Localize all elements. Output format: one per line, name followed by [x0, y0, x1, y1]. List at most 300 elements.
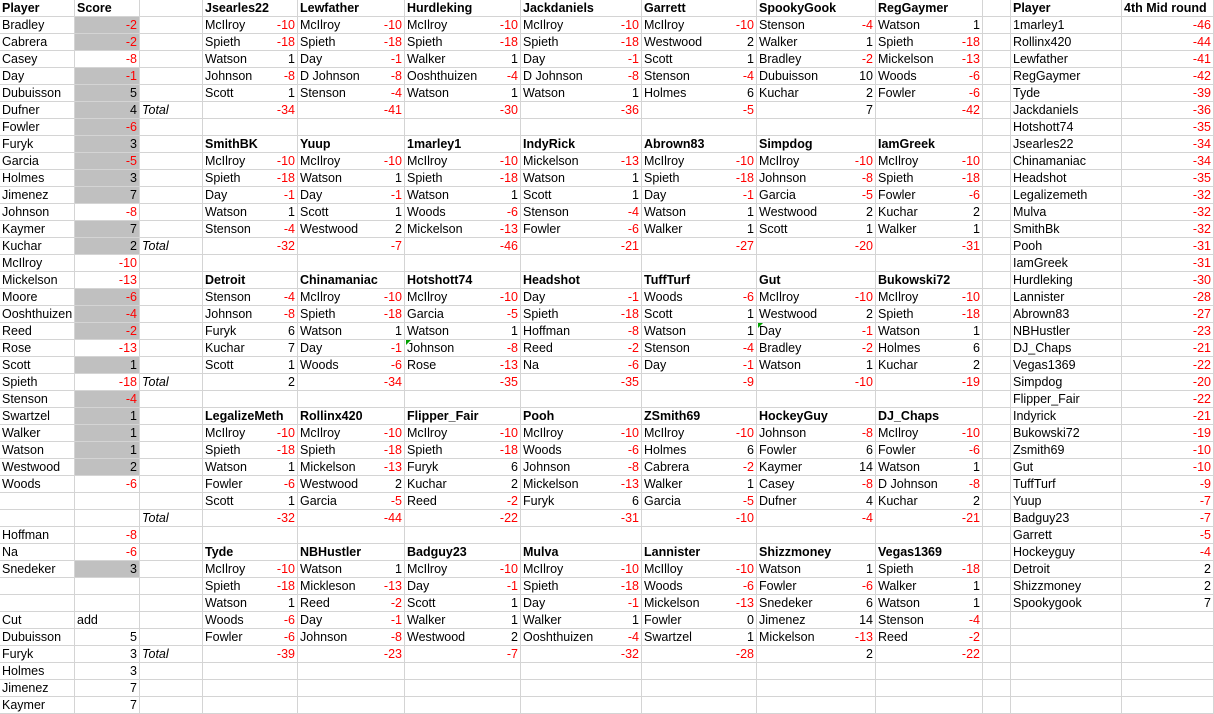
team-name[interactable]: TuffTurf [642, 272, 757, 289]
pick-row[interactable] [405, 68, 521, 85]
player-name[interactable] [0, 510, 75, 527]
player-name[interactable]: Holmes [0, 170, 75, 187]
empty-cell[interactable] [405, 527, 521, 544]
player-score[interactable]: -6 [75, 289, 140, 306]
header-score[interactable]: Score [75, 0, 140, 17]
player-score[interactable]: 5 [75, 85, 140, 102]
pick-row[interactable] [298, 340, 405, 357]
empty-cell[interactable] [1122, 646, 1214, 663]
player-name[interactable]: Casey [0, 51, 75, 68]
player-score[interactable]: 7 [75, 221, 140, 238]
standings-player[interactable]: Yuup [1011, 493, 1122, 510]
pick-row[interactable] [757, 306, 876, 323]
team-name[interactable]: Headshot [521, 272, 642, 289]
pick-row[interactable] [203, 340, 298, 357]
empty-cell[interactable] [1011, 612, 1122, 629]
standings-player[interactable]: Jackdaniels [1011, 102, 1122, 119]
team-total[interactable]: -19 [876, 374, 983, 391]
standings-score[interactable]: -32 [1122, 204, 1214, 221]
cut-player-score[interactable]: 5 [75, 629, 140, 646]
empty-cell[interactable] [983, 442, 1011, 459]
player-name[interactable]: Hoffman [0, 527, 75, 544]
player-name[interactable]: Jimenez [0, 187, 75, 204]
team-name[interactable]: Yuup [298, 136, 405, 153]
pick-row[interactable] [521, 476, 642, 493]
pick-row[interactable] [521, 17, 642, 34]
standings-player[interactable]: Flipper_Fair [1011, 391, 1122, 408]
empty-cell[interactable] [983, 493, 1011, 510]
empty-cell[interactable] [757, 697, 876, 714]
player-name[interactable]: Furyk [0, 136, 75, 153]
team-name[interactable]: Bukowski72 [876, 272, 983, 289]
empty-cell[interactable] [405, 391, 521, 408]
pick-row[interactable] [642, 612, 757, 629]
pick-row[interactable] [298, 85, 405, 102]
total-label[interactable]: Total [140, 374, 203, 391]
player-name[interactable]: Watson [0, 442, 75, 459]
pick-row[interactable] [203, 170, 298, 187]
team-name[interactable]: Hotshott74 [405, 272, 521, 289]
empty-cell[interactable] [983, 255, 1011, 272]
pick-row[interactable] [876, 34, 983, 51]
empty-cell[interactable] [298, 391, 405, 408]
standings-score[interactable]: 2 [1122, 578, 1214, 595]
empty-cell[interactable] [140, 578, 203, 595]
pick-row[interactable] [203, 289, 298, 306]
player-name[interactable] [0, 493, 75, 510]
empty-cell[interactable] [983, 391, 1011, 408]
team-name[interactable]: HockeyGuy [757, 408, 876, 425]
pick-row[interactable] [642, 187, 757, 204]
pick-row[interactable] [876, 442, 983, 459]
empty-cell[interactable] [983, 357, 1011, 374]
empty-cell[interactable] [757, 255, 876, 272]
pick-row[interactable] [405, 612, 521, 629]
empty-cell[interactable] [140, 221, 203, 238]
team-name[interactable]: 1marley1 [405, 136, 521, 153]
pick-row[interactable] [298, 561, 405, 578]
pick-row[interactable] [298, 187, 405, 204]
pick-row[interactable] [757, 204, 876, 221]
empty-cell[interactable] [521, 663, 642, 680]
pick-row[interactable] [203, 306, 298, 323]
empty-cell[interactable] [983, 578, 1011, 595]
pick-row[interactable] [876, 340, 983, 357]
team-total[interactable]: -32 [203, 238, 298, 255]
empty-cell[interactable] [983, 272, 1011, 289]
player-name[interactable]: Spieth [0, 374, 75, 391]
pick-row[interactable] [203, 476, 298, 493]
empty-cell[interactable] [757, 680, 876, 697]
pick-row[interactable] [203, 629, 298, 646]
team-name[interactable]: Badguy23 [405, 544, 521, 561]
empty-cell[interactable] [140, 255, 203, 272]
empty-cell[interactable] [1122, 629, 1214, 646]
empty-cell[interactable] [140, 442, 203, 459]
pick-row[interactable] [757, 51, 876, 68]
pick-row[interactable] [757, 323, 876, 340]
player-score[interactable]: 2 [75, 238, 140, 255]
player-name[interactable]: Fowler [0, 119, 75, 136]
pick-row[interactable] [876, 425, 983, 442]
player-score[interactable] [75, 493, 140, 510]
pick-row[interactable] [203, 595, 298, 612]
pick-row[interactable] [757, 170, 876, 187]
empty-cell[interactable] [757, 391, 876, 408]
standings-player[interactable]: 1marley1 [1011, 17, 1122, 34]
team-name[interactable]: Simpdog [757, 136, 876, 153]
standings-player[interactable]: Pooh [1011, 238, 1122, 255]
pick-row[interactable] [757, 561, 876, 578]
pick-row[interactable] [405, 561, 521, 578]
pick-row[interactable] [521, 459, 642, 476]
empty-cell[interactable] [203, 527, 298, 544]
empty-cell[interactable] [1011, 646, 1122, 663]
empty-cell[interactable] [757, 119, 876, 136]
pick-row[interactable] [521, 357, 642, 374]
team-total[interactable]: -5 [642, 102, 757, 119]
empty-cell[interactable] [1011, 663, 1122, 680]
pick-row[interactable] [298, 68, 405, 85]
pick-row[interactable] [642, 85, 757, 102]
player-name[interactable]: Cabrera [0, 34, 75, 51]
standings-score[interactable]: -39 [1122, 85, 1214, 102]
player-name[interactable]: Moore [0, 289, 75, 306]
player-name[interactable]: Rose [0, 340, 75, 357]
pick-row[interactable] [405, 51, 521, 68]
empty-cell[interactable] [642, 680, 757, 697]
empty-cell[interactable] [521, 680, 642, 697]
team-total[interactable]: -7 [405, 646, 521, 663]
pick-row[interactable] [405, 323, 521, 340]
pick-row[interactable] [876, 153, 983, 170]
empty-cell[interactable] [405, 119, 521, 136]
pick-row[interactable] [298, 425, 405, 442]
player-name[interactable]: Reed [0, 323, 75, 340]
empty-cell[interactable] [642, 663, 757, 680]
team-name[interactable]: SpookyGook [757, 0, 876, 17]
pick-row[interactable] [203, 442, 298, 459]
comment-indicator-icon[interactable] [758, 323, 763, 328]
pick-row[interactable] [757, 85, 876, 102]
team-total[interactable]: -34 [298, 374, 405, 391]
team-total[interactable]: -20 [757, 238, 876, 255]
pick-row[interactable] [203, 68, 298, 85]
empty-cell[interactable] [983, 680, 1011, 697]
pick-row[interactable] [203, 17, 298, 34]
pick-row[interactable] [405, 153, 521, 170]
empty-cell[interactable] [140, 527, 203, 544]
pick-row[interactable] [521, 187, 642, 204]
empty-cell[interactable] [983, 527, 1011, 544]
empty-cell[interactable] [405, 255, 521, 272]
player-score[interactable]: 3 [75, 170, 140, 187]
cut-player-name[interactable]: Furyk [0, 646, 75, 663]
empty-cell[interactable] [75, 578, 140, 595]
empty-cell[interactable] [983, 119, 1011, 136]
empty-cell[interactable] [140, 85, 203, 102]
pick-row[interactable] [203, 153, 298, 170]
player-score[interactable]: -8 [75, 51, 140, 68]
team-name[interactable]: Hurdleking [405, 0, 521, 17]
empty-cell[interactable] [1122, 612, 1214, 629]
pick-row[interactable] [298, 221, 405, 238]
pick-row[interactable] [298, 476, 405, 493]
team-name[interactable]: IndyRick [521, 136, 642, 153]
pick-row[interactable] [876, 578, 983, 595]
standings-player[interactable]: Hotshott74 [1011, 119, 1122, 136]
team-name[interactable]: DJ_Chaps [876, 408, 983, 425]
empty-cell[interactable] [298, 527, 405, 544]
pick-row[interactable] [203, 51, 298, 68]
empty-cell[interactable] [1011, 629, 1122, 646]
player-name[interactable]: Westwood [0, 459, 75, 476]
player-score[interactable]: -1 [75, 68, 140, 85]
pick-row[interactable] [876, 493, 983, 510]
player-name[interactable]: Kuchar [0, 238, 75, 255]
standings-score[interactable]: -41 [1122, 51, 1214, 68]
team-name[interactable]: IamGreek [876, 136, 983, 153]
empty-cell[interactable] [140, 289, 203, 306]
empty-cell[interactable] [642, 697, 757, 714]
empty-cell[interactable] [140, 629, 203, 646]
pick-row[interactable] [642, 17, 757, 34]
empty-cell[interactable] [203, 255, 298, 272]
standings-score[interactable]: -10 [1122, 459, 1214, 476]
player-score[interactable]: -4 [75, 391, 140, 408]
team-name[interactable]: Pooh [521, 408, 642, 425]
team-total[interactable]: -35 [521, 374, 642, 391]
pick-row[interactable] [405, 340, 521, 357]
pick-row[interactable] [876, 476, 983, 493]
pick-row[interactable] [521, 85, 642, 102]
pick-row[interactable] [298, 612, 405, 629]
standings-score[interactable]: -32 [1122, 221, 1214, 238]
team-name[interactable]: LegalizeMeth [203, 408, 298, 425]
pick-row[interactable] [876, 85, 983, 102]
pick-row[interactable] [405, 85, 521, 102]
pick-row[interactable] [642, 34, 757, 51]
pick-row[interactable] [876, 204, 983, 221]
standings-player[interactable]: DJ_Chaps [1011, 340, 1122, 357]
pick-row[interactable] [642, 629, 757, 646]
standings-player[interactable]: Detroit [1011, 561, 1122, 578]
player-name[interactable]: Swartzel [0, 408, 75, 425]
pick-row[interactable] [298, 323, 405, 340]
player-name[interactable]: Garcia [0, 153, 75, 170]
pick-row[interactable] [757, 476, 876, 493]
pick-row[interactable] [757, 357, 876, 374]
standings-player[interactable]: Legalizemeth [1011, 187, 1122, 204]
empty-cell[interactable] [140, 544, 203, 561]
standings-player[interactable]: Lewfather [1011, 51, 1122, 68]
standings-score[interactable]: -5 [1122, 527, 1214, 544]
pick-row[interactable] [298, 357, 405, 374]
pick-row[interactable] [876, 17, 983, 34]
player-name[interactable]: Na [0, 544, 75, 561]
pick-row[interactable] [642, 476, 757, 493]
empty-cell[interactable] [983, 0, 1011, 17]
pick-row[interactable] [298, 306, 405, 323]
empty-cell[interactable] [298, 680, 405, 697]
player-score[interactable] [75, 510, 140, 527]
team-total[interactable]: 2 [203, 374, 298, 391]
player-score[interactable]: -5 [75, 153, 140, 170]
empty-cell[interactable] [203, 680, 298, 697]
pick-row[interactable] [642, 306, 757, 323]
standings-player[interactable]: Indyrick [1011, 408, 1122, 425]
empty-cell[interactable] [642, 391, 757, 408]
player-score[interactable]: 2 [75, 459, 140, 476]
pick-row[interactable] [405, 221, 521, 238]
standings-player[interactable]: Vegas1369 [1011, 357, 1122, 374]
cut-player-name[interactable]: Jimenez [0, 680, 75, 697]
empty-cell[interactable] [1011, 697, 1122, 714]
empty-cell[interactable] [521, 119, 642, 136]
pick-row[interactable] [203, 561, 298, 578]
team-total[interactable]: -44 [298, 510, 405, 527]
team-total[interactable]: -36 [521, 102, 642, 119]
empty-cell[interactable] [876, 663, 983, 680]
player-score[interactable]: -18 [75, 374, 140, 391]
empty-cell[interactable] [140, 595, 203, 612]
player-score[interactable]: 4 [75, 102, 140, 119]
pick-row[interactable] [405, 289, 521, 306]
standings-player[interactable]: SmithBk [1011, 221, 1122, 238]
player-score[interactable]: -2 [75, 34, 140, 51]
empty-cell[interactable] [521, 255, 642, 272]
empty-cell[interactable] [140, 323, 203, 340]
team-name[interactable]: Rollinx420 [298, 408, 405, 425]
pick-row[interactable] [298, 204, 405, 221]
pick-row[interactable] [757, 153, 876, 170]
empty-cell[interactable] [140, 561, 203, 578]
empty-cell[interactable] [757, 527, 876, 544]
team-name[interactable]: Shizzmoney [757, 544, 876, 561]
empty-cell[interactable] [140, 0, 203, 17]
team-total[interactable]: -30 [405, 102, 521, 119]
player-score[interactable]: -6 [75, 544, 140, 561]
team-name[interactable]: Lewfather [298, 0, 405, 17]
pick-row[interactable] [642, 340, 757, 357]
empty-cell[interactable] [1122, 697, 1214, 714]
standings-score[interactable]: -19 [1122, 425, 1214, 442]
pick-row[interactable] [876, 459, 983, 476]
team-total[interactable]: -31 [521, 510, 642, 527]
team-total[interactable]: -28 [642, 646, 757, 663]
team-name[interactable]: Garrett [642, 0, 757, 17]
empty-cell[interactable] [1122, 663, 1214, 680]
player-score[interactable]: 3 [75, 136, 140, 153]
team-name[interactable]: Lannister [642, 544, 757, 561]
pick-row[interactable] [642, 357, 757, 374]
empty-cell[interactable] [521, 697, 642, 714]
empty-cell[interactable] [876, 527, 983, 544]
team-total[interactable]: -10 [642, 510, 757, 527]
pick-row[interactable] [298, 459, 405, 476]
pick-row[interactable] [203, 204, 298, 221]
pick-row[interactable] [203, 459, 298, 476]
pick-row[interactable] [298, 170, 405, 187]
player-name[interactable]: Woods [0, 476, 75, 493]
pick-row[interactable] [757, 459, 876, 476]
empty-cell[interactable] [140, 680, 203, 697]
standings-score[interactable]: -28 [1122, 289, 1214, 306]
empty-cell[interactable] [983, 34, 1011, 51]
empty-cell[interactable] [983, 68, 1011, 85]
standings-score[interactable]: -10 [1122, 442, 1214, 459]
empty-cell[interactable] [140, 663, 203, 680]
pick-row[interactable] [521, 629, 642, 646]
pick-row[interactable] [405, 493, 521, 510]
standings-player[interactable]: Tyde [1011, 85, 1122, 102]
cut-add-label[interactable]: add [75, 612, 140, 629]
pick-row[interactable] [521, 612, 642, 629]
empty-cell[interactable] [140, 425, 203, 442]
empty-cell[interactable] [983, 85, 1011, 102]
empty-cell[interactable] [140, 68, 203, 85]
team-total[interactable]: 7 [757, 102, 876, 119]
team-total[interactable]: -9 [642, 374, 757, 391]
pick-row[interactable] [521, 221, 642, 238]
standings-score[interactable]: -31 [1122, 238, 1214, 255]
pick-row[interactable] [203, 425, 298, 442]
pick-row[interactable] [876, 221, 983, 238]
pick-row[interactable] [203, 357, 298, 374]
pick-row[interactable] [405, 170, 521, 187]
team-name[interactable]: Vegas1369 [876, 544, 983, 561]
empty-cell[interactable] [983, 408, 1011, 425]
pick-row[interactable] [521, 323, 642, 340]
player-name[interactable]: Dufner [0, 102, 75, 119]
pick-row[interactable] [521, 493, 642, 510]
empty-cell[interactable] [140, 306, 203, 323]
pick-row[interactable] [757, 425, 876, 442]
pick-row[interactable] [876, 561, 983, 578]
empty-cell[interactable] [983, 238, 1011, 255]
team-total[interactable]: -22 [876, 646, 983, 663]
team-name[interactable]: Abrown83 [642, 136, 757, 153]
pick-row[interactable] [642, 459, 757, 476]
team-name[interactable]: Jackdaniels [521, 0, 642, 17]
empty-cell[interactable] [140, 272, 203, 289]
pick-row[interactable] [642, 170, 757, 187]
pick-row[interactable] [203, 578, 298, 595]
empty-cell[interactable] [983, 697, 1011, 714]
pick-row[interactable] [876, 612, 983, 629]
standings-score[interactable]: -35 [1122, 119, 1214, 136]
player-score[interactable]: 1 [75, 357, 140, 374]
empty-cell[interactable] [983, 323, 1011, 340]
pick-row[interactable] [876, 306, 983, 323]
standings-score[interactable]: -9 [1122, 476, 1214, 493]
empty-cell[interactable] [983, 170, 1011, 187]
standings-player[interactable]: Mulva [1011, 204, 1122, 221]
empty-cell[interactable] [876, 680, 983, 697]
standings-player[interactable]: Shizzmoney [1011, 578, 1122, 595]
empty-cell[interactable] [876, 119, 983, 136]
empty-cell[interactable] [405, 663, 521, 680]
standings-score[interactable]: -34 [1122, 153, 1214, 170]
empty-cell[interactable] [405, 697, 521, 714]
player-score[interactable]: 1 [75, 408, 140, 425]
standings-score[interactable]: -30 [1122, 272, 1214, 289]
pick-row[interactable] [757, 187, 876, 204]
team-total[interactable]: -34 [203, 102, 298, 119]
pick-row[interactable] [405, 17, 521, 34]
cut-player-score[interactable]: 7 [75, 680, 140, 697]
empty-cell[interactable] [983, 204, 1011, 221]
